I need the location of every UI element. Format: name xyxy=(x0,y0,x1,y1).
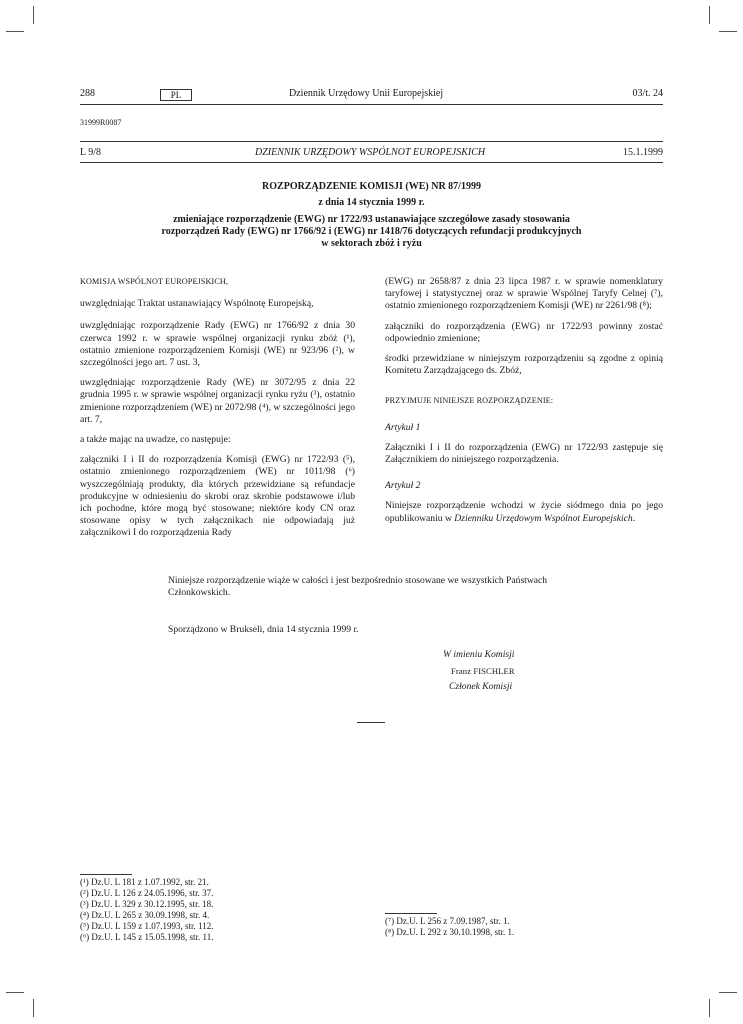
footnote: (⁷) Dz.U. L 256 z 7.09.1987, str. 1. xyxy=(385,916,510,926)
crop-mark xyxy=(719,31,737,32)
title-line-5: w sektorach zbóż i ryżu xyxy=(321,238,422,249)
footnote: (⁴) Dz.U. L 265 z 30.09.1998, str. 4. xyxy=(80,910,210,920)
footnotes-right xyxy=(385,916,514,938)
article-2-journal-name: Dzienniku Urzędowym Wspólnot Europejskich xyxy=(454,512,633,524)
document-code: 31999R0087 xyxy=(80,118,122,127)
signature-on-behalf: W imieniu Komisji xyxy=(443,649,515,660)
language-badge: PL xyxy=(160,89,192,101)
enacting-formula: PRZYJMUJE NINIEJSZE ROZPORZĄDZENIE: xyxy=(385,396,554,406)
recital-annexes: załączniki I i II do rozporządzenia Komisji (EWG) nr 1722/93 (⁵), ostatnio zmienionego rozporządzeniem (WE) nr 1011/98 (⁶) wyszczególniają produkty, dla których przewidziane są refundacje produkcyjne w odniesieniu do skrobi oraz skrobie podstawowe i/lub ich pochodne, które mogą być stosowane; niektóre kody CN oraz stosowane opisy w tych załącznikach nie odpowiadają już załącznikowi I do rozporządzenia Rady xyxy=(80,454,355,539)
article-2-text-b: . xyxy=(632,512,636,524)
footnotes-left xyxy=(80,877,213,943)
done-at: Sporządzono w Brukseli, dnia 14 stycznia 1999 r. xyxy=(168,624,359,635)
signature-name: Franz FISCHLER xyxy=(451,666,515,676)
crop-mark xyxy=(6,992,24,993)
crop-mark xyxy=(719,992,737,993)
oj-date: 15.1.1999 xyxy=(623,147,663,158)
article-2-text-a: Niniejsze rozporządzenie wchodzi w życie siódmego dnia po jego opublikowaniu w xyxy=(385,500,663,524)
page-number: 288 xyxy=(80,88,95,99)
left-column xyxy=(80,276,355,548)
binding-clause: Niniejsze rozporządzenie wiąże w całości i jest bezpośrednio stosowane we wszystkich Państwach Członkowskich. xyxy=(168,575,548,599)
right-column xyxy=(385,276,663,533)
article-1-title: Artykuł 1 xyxy=(385,421,421,433)
crop-mark xyxy=(709,999,710,1017)
article-2-title: Artykuł 2 xyxy=(385,480,421,492)
crop-mark xyxy=(33,6,34,24)
footnote: (⁶) Dz.U. L 145 z 15.05.1998, str. 11. xyxy=(80,932,214,942)
preamble-treaty: uwzględniając Traktat ustanawiający Wspólnotę Europejską, xyxy=(80,298,314,310)
crop-mark xyxy=(33,999,34,1017)
title-line-2: z dnia 14 stycznia 1999 r. xyxy=(318,197,425,208)
title-line-1: ROZPORZĄDZENIE KOMISJI (WE) NR 87/1999 xyxy=(262,181,481,192)
article-2-text xyxy=(385,500,663,524)
article-1-text: Załączniki I i II do rozporządzenia (EWG) nr 1722/93 zastępuje się Załącznikiem do niniejszego rozporządzenia. xyxy=(385,441,663,466)
footnote-rule-left xyxy=(80,874,132,875)
crop-mark xyxy=(6,31,24,32)
recital-continued: (EWG) nr 2658/87 z dnia 23 lipca 1987 r. w sprawie nomenklatury taryfowej i statystycznej oraz w sprawie Wspólnej Taryfy Celnej (⁷), ostatnio zmienionego rozporządzeniem Komisji (WE) nr 2261/98 (⁸); xyxy=(385,276,663,312)
recital-committee: środki przewidziane w niniejszym rozporządzeniu są zgodne z opinią Komitetu Zarządzającego ds. Zbóż, xyxy=(385,353,663,377)
regulation-title xyxy=(80,181,663,250)
recital-amend: załączniki do rozporządzenia (EWG) nr 1722/93 powinny zostać odpowiednio zmienione; xyxy=(385,320,663,344)
subheader-rule-top xyxy=(80,141,663,142)
title-line-3: zmieniające rozporządzenie (EWG) nr 1722/93 ustanawiające szczegółowe zasady stosowania xyxy=(173,214,570,225)
footnote-rule-right xyxy=(385,913,437,914)
end-rule xyxy=(357,722,385,723)
header-rule xyxy=(80,104,663,105)
signature-role: Członek Komisji xyxy=(449,681,513,692)
title-line-4: rozporządzeń Rady (EWG) nr 1766/92 i (EWG) nr 1418/76 dotyczących refundacji produkcyjnych xyxy=(161,226,582,237)
oj-journal-title: DZIENNIK URZĘDOWY WSPÓLNOT EUROPEJSKICH xyxy=(255,147,486,158)
crop-mark xyxy=(709,6,710,24)
footnote: (⁸) Dz.U. L 292 z 30.10.1998, str. 1. xyxy=(385,927,515,937)
footnote: (²) Dz.U. L 126 z 24.05.1996, str. 37. xyxy=(80,888,214,898)
footnote: (⁵) Dz.U. L 159 z 1.07.1993, str. 112. xyxy=(80,921,214,931)
preamble-regulation-3072: uwzględniając rozporządzenie Rady (WE) nr 3072/95 z dnia 22 grudnia 1995 r. w sprawie wspólnej organizacji rynku ryżu (³), ostatnio zmienione rozporządzeniem (WE) nr 2072/98 (⁴), w szczególności jego art. 7, xyxy=(80,377,355,425)
preamble-whereas: a także mając na uwadze, co następuje: xyxy=(80,434,231,446)
subheader-rule-bottom xyxy=(80,162,663,163)
journal-title: Dziennik Urzędowy Unii Europejskiej xyxy=(289,88,444,99)
preamble-regulation-1766: uwzględniając rozporządzenie Rady (EWG) nr 1766/92 z dnia 30 czerwca 1992 r. w sprawie wspólnej organizacji rynku zbóż (¹), ostatnio zmienione rozporządzeniem Komisji (WE) nr 923/96 (²), w szczególności jego art. 7 ust. 3, xyxy=(80,320,355,369)
oj-reference: L 9/8 xyxy=(80,147,102,158)
preamble-authority: KOMISJA WSPÓLNOT EUROPEJSKICH, xyxy=(80,277,229,286)
footnote: (³) Dz.U. L 329 z 30.12.1995, str. 18. xyxy=(80,899,214,909)
footnote: (¹) Dz.U. L 181 z 1.07.1992, str. 21. xyxy=(80,877,209,887)
volume-number: 03/t. 24 xyxy=(632,88,663,99)
